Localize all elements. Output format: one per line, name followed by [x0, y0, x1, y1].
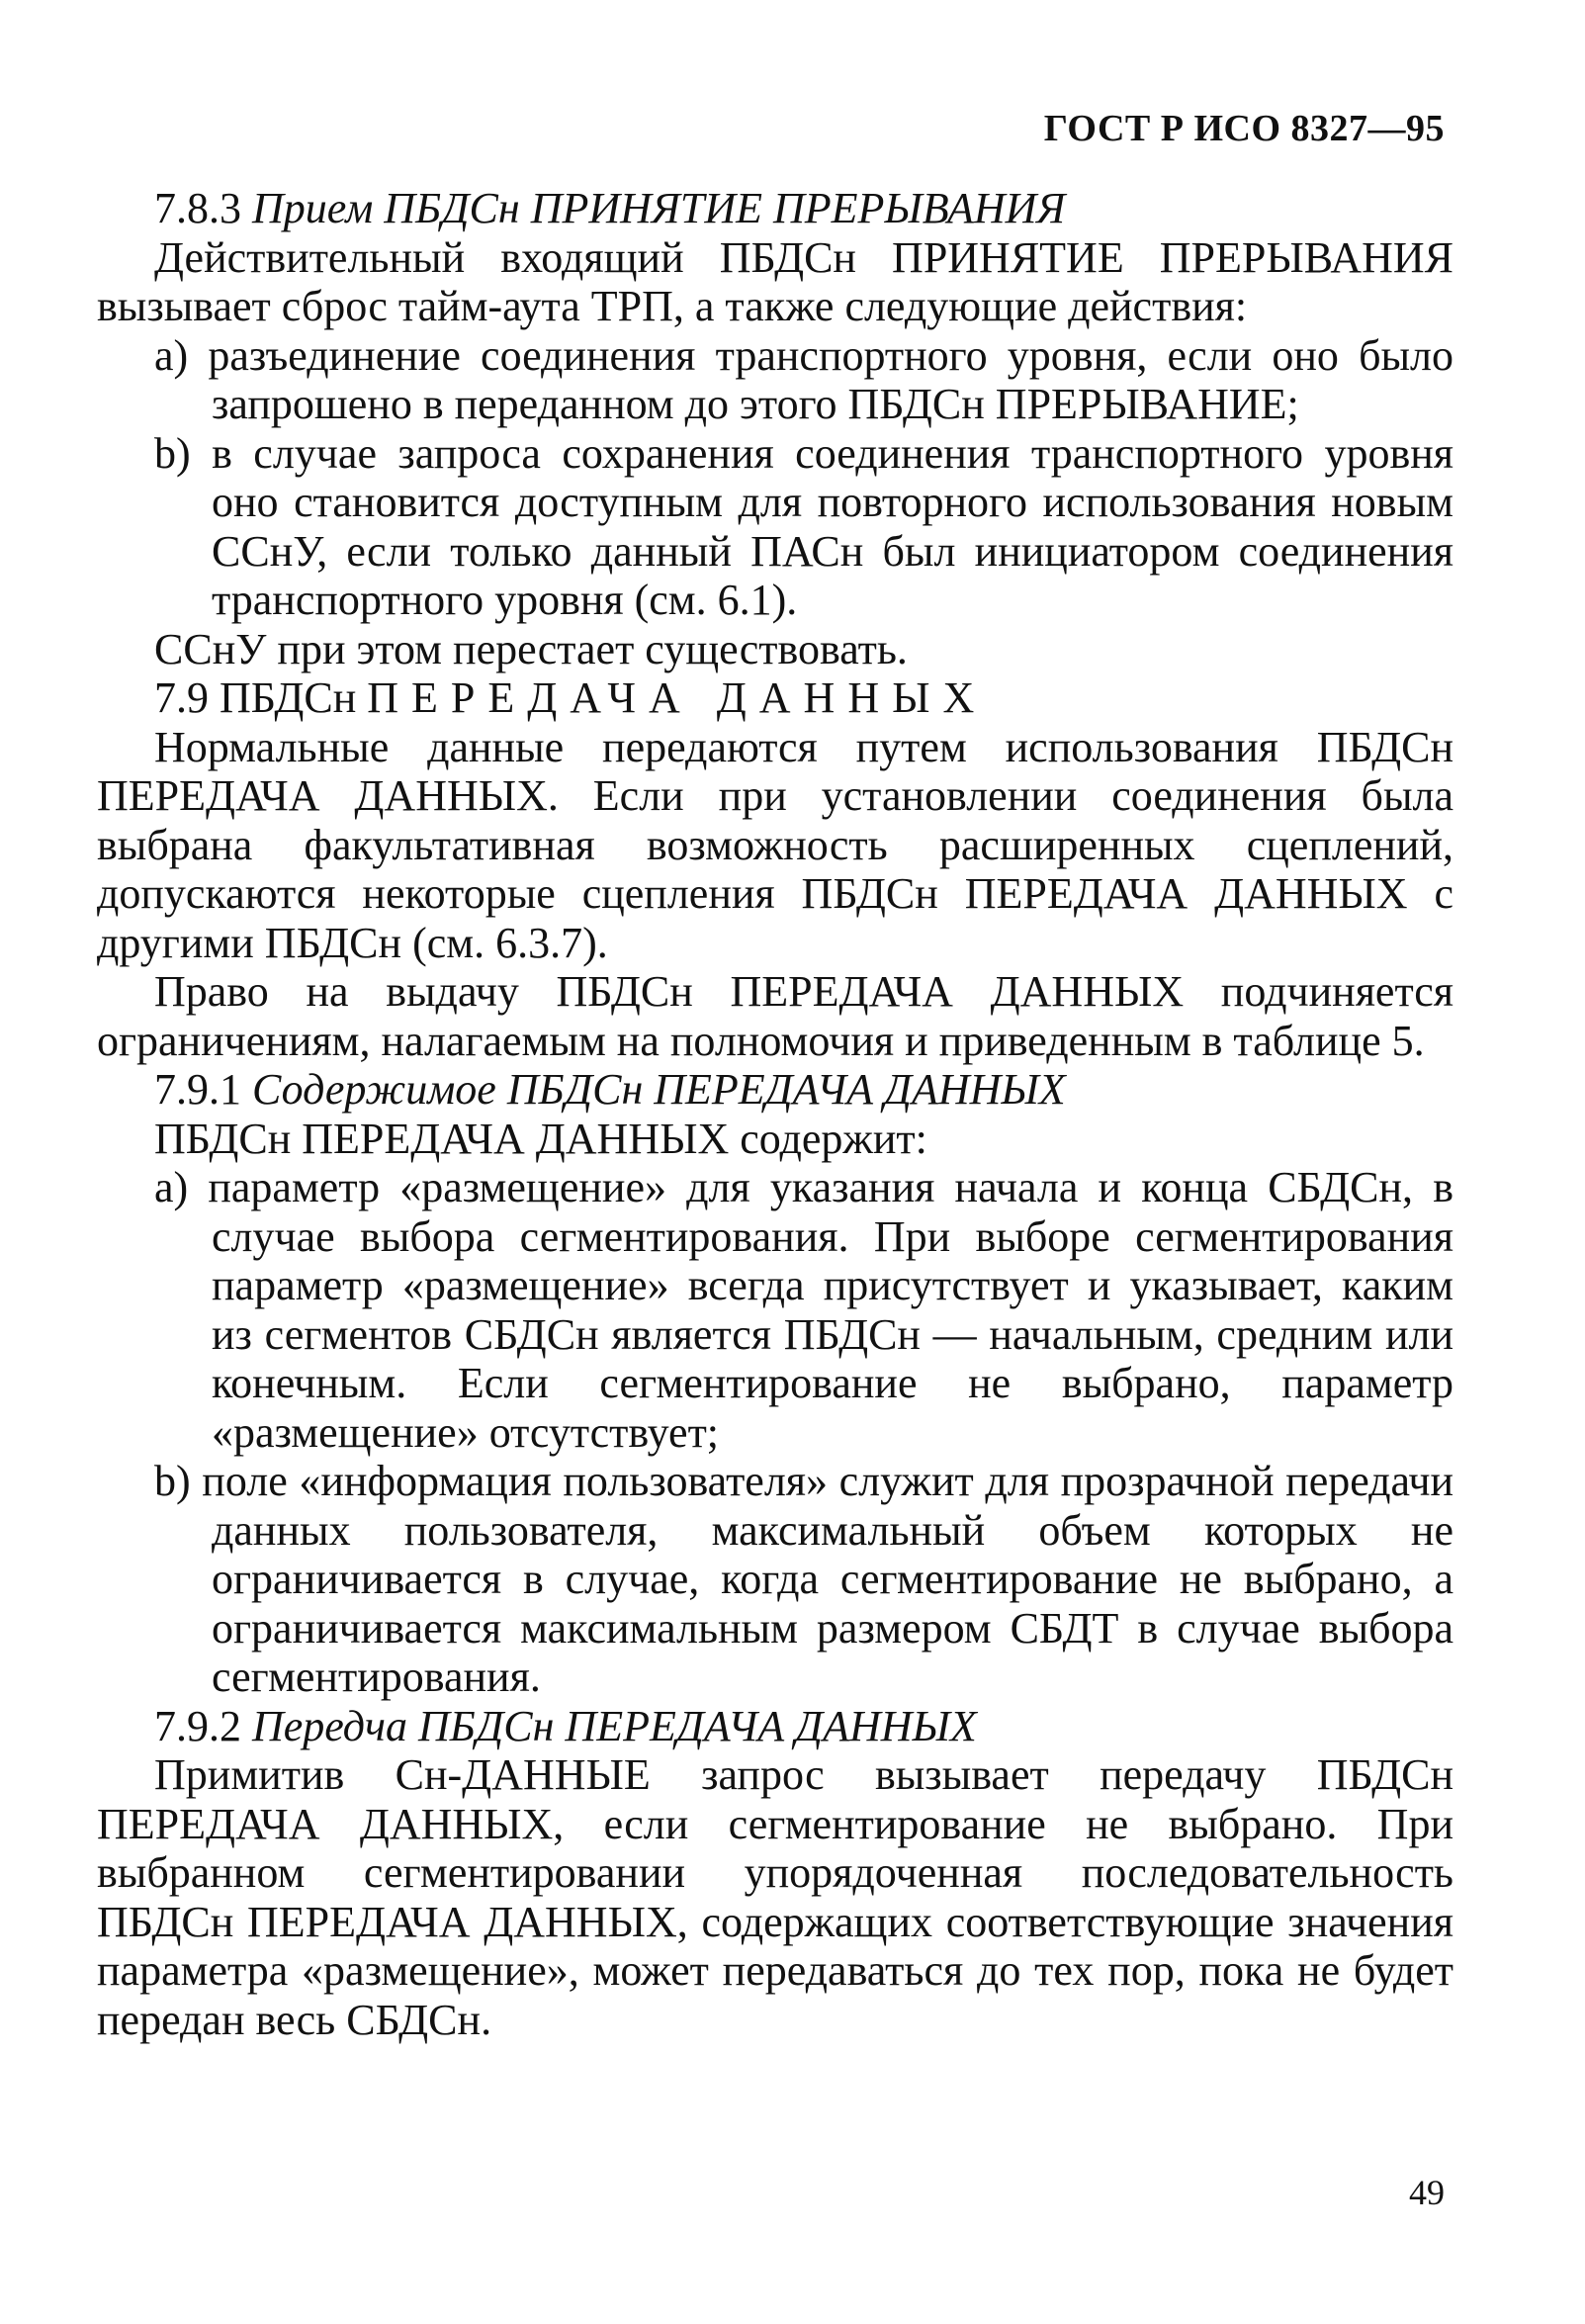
- list-item-a: [97, 1163, 1453, 1457]
- section-7-9-1-heading: [97, 1065, 1453, 1115]
- list-item-label: b): [154, 428, 191, 478]
- section-title-spaced: ПЕРЕДАЧА ДАННЫХ: [367, 673, 988, 722]
- list-item-text: разъединение соединения транспортного уровня, если оно было запрошено в переданном до этого ПБДСн ПРЕРЫВАНИЕ;: [208, 330, 1454, 428]
- page-content: [97, 184, 1453, 2044]
- section-title: Передча ПБДСн ПЕРЕДАЧА ДАННЫХ: [252, 1701, 977, 1750]
- section-7-9-heading: [97, 673, 1453, 723]
- section-number: 7.8.3: [154, 184, 241, 232]
- section-number: 7.9: [154, 673, 209, 722]
- document-header: ГОСТ Р ИСО 8327—95: [1043, 108, 1445, 149]
- page-number: 49: [1409, 2173, 1445, 2212]
- section-title: Содержимое ПБДСн ПЕРЕДАЧА ДАННЫХ: [252, 1065, 1066, 1114]
- list-item-b: [97, 429, 1453, 625]
- section-7-9-paragraph-1: Нормальные данные передаются путем использования ПБДСн ПЕРЕДАЧА ДАННЫХ. Если при установлении соединения была выбрана факультативная возможность расширенных сцеплений, допускаются некоторые сцепления ПБДСн ПЕРЕДАЧА ДАННЫХ с другими ПБДСн (см. 6.3.7).: [97, 722, 1453, 967]
- section-7-9-2-paragraph: Примитив Сн-ДАННЫЕ запрос вызывает передачу ПБДСн ПЕРЕДАЧА ДАННЫХ, если сегментирование не выбрано. При выбранном сегментировании упорядоченная последовательность ПБДСн ПЕРЕДАЧА ДАННЫХ, содержащих соответствующие значения параметра «размещение», может передаваться до тех пор, пока не будет передан весь СБДСн.: [97, 1750, 1453, 2044]
- section-7-9-2-heading: [97, 1702, 1453, 1751]
- section-title-prefix: ПБДСн: [220, 673, 357, 722]
- section-7-8-3-closing: ССнУ при этом перестает существовать.: [154, 624, 908, 673]
- list-item-text: в случае запроса сохранения соединения транспортного уровня оно становится доступным для повторного использования новым ССнУ, если только данный ПАСн был инициатором соединения транспортного уровня (см. 6.1).: [212, 428, 1454, 624]
- list-item-a: [97, 331, 1453, 429]
- section-7-9-1-intro: ПБДСн ПЕРЕДАЧА ДАННЫХ содержит:: [154, 1114, 927, 1163]
- section-title: Прием ПБДСн ПРИНЯТИЕ ПРЕРЫВАНИЯ: [252, 184, 1066, 232]
- section-number: 7.9.2: [154, 1701, 241, 1750]
- list-item-b: [97, 1457, 1453, 1702]
- list-item-text: параметр «размещение» для указания начала и конца СБДСн, в случае выбора сегментирования. При выборе сегментирования параметр «размещение» всегда присутствует и указывает, каким из сегментов СБДСн является ПБДСн — начальным, средним или конечным. Если сегментирование не выбрано, параметр «размещение» отсутствует;: [208, 1163, 1454, 1457]
- section-number: 7.9.1: [154, 1065, 241, 1114]
- section-7-8-3-heading: [97, 184, 1453, 233]
- list-item-label: a): [154, 330, 189, 380]
- list-item-text: поле «информация пользователя» служит для прозрачной передачи данных пользователя, максимальный объем которых не ограничивается в случае, когда сегментирование не выбрано, а ограничивается максимальным размером СБДТ в случае выбора сегментирования.: [202, 1457, 1453, 1701]
- list-item-label: b): [154, 1457, 191, 1505]
- section-7-8-3-paragraph: Действительный входящий ПБДСн ПРИНЯТИЕ ПРЕРЫВАНИЯ вызывает сброс тайм-аута ТРП, а также следующие действия:: [97, 232, 1453, 330]
- list-item-label: a): [154, 1163, 189, 1211]
- section-7-9-paragraph-2: Право на выдачу ПБДСн ПЕРЕДАЧА ДАННЫХ подчиняется ограничениям, налагаемым на полномочия и приведенным в таблице 5.: [97, 967, 1453, 1065]
